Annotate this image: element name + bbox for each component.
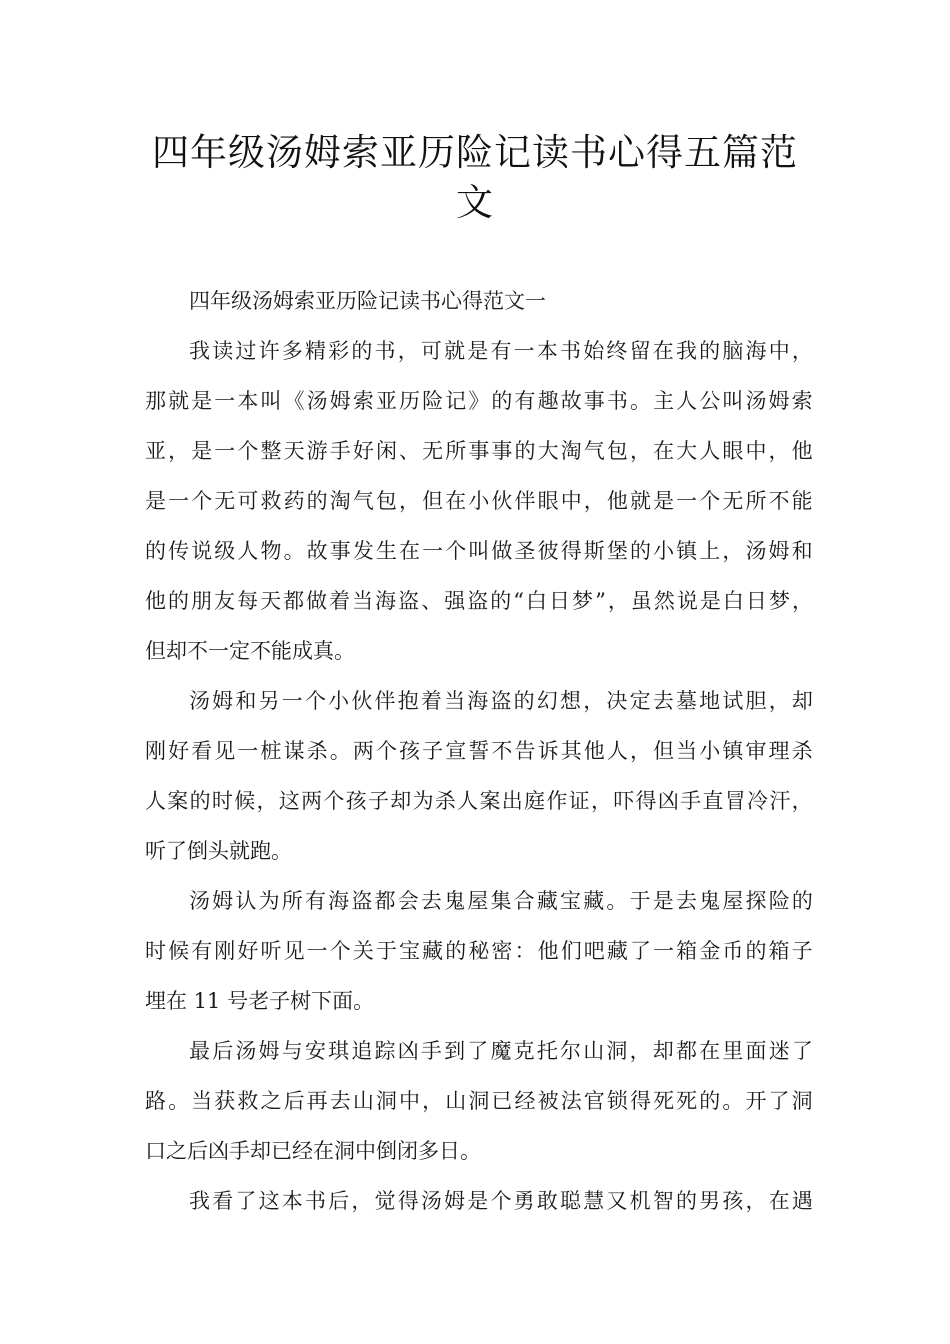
paragraph-1-line: 他 的 朋 友 每 天 都 做 着 当 海 盗 、 强 盗 的 “ 白 日 梦 ” ， 虽 然 说 是 白 日 梦 ， bbox=[145, 589, 813, 613]
paragraph-1-line: 的 传 说 级 人 物 。 故 事 发 生 在 一 个 叫 做 圣 彼 得 斯 堡 的 小 镇 上 ， 汤 姆 和 bbox=[145, 539, 813, 563]
title-line-2: 文 bbox=[456, 181, 494, 224]
paragraph-4-line: 最 后 汤 姆 与 安 琪 追 踪 凶 手 到 了 魔 克 托 尔 山 洞 ， 却 都 在 里 面 迷 了 bbox=[189, 1039, 813, 1063]
section-heading: 四年级汤姆索亚历险记读书心得范文一 bbox=[189, 289, 546, 313]
document-title bbox=[130, 128, 820, 228]
paragraph-4-line: 口之后凶手却已经在洞中倒闭多日。 bbox=[145, 1139, 481, 1163]
paragraph-1-line: 那 就 是 一 本 叫 《 汤 姆 索 亚 历 险 记 》 的 有 趣 故 事 书 。 主 人 公 叫 汤 姆 索 bbox=[145, 389, 813, 413]
paragraph-1-line: 但却不一定不能成真。 bbox=[145, 639, 355, 663]
paragraph-5-line: 我 看 了 这 本 书 后 ， 觉 得 汤 姆 是 个 勇 敢 聪 慧 又 机 智 的 男 孩 ， 在 遇 bbox=[189, 1189, 813, 1213]
paragraph-2-line: 听了倒头就跑。 bbox=[145, 839, 292, 863]
paragraph-2-line: 人 案 的 时 候 ， 这 两 个 孩 子 却 为 杀 人 案 出 庭 作 证 ， 吓 得 凶 手 直 冒 冷 汗 ， bbox=[145, 789, 813, 813]
paragraph-1-line: 我 读 过 许 多 精 彩 的 书 ， 可 就 是 有 一 本 书 始 终 留 在 我 的 脑 海 中 ， bbox=[189, 339, 813, 363]
paragraph-1-line: 亚 ， 是 一 个 整 天 游 手 好 闲 、 无 所 事 事 的 大 淘 气 包 ， 在 大 人 眼 中 ， 他 bbox=[145, 439, 813, 463]
paragraph-4-line: 路 。 当 获 救 之 后 再 去 山 洞 中 ， 山 洞 已 经 被 法 官 锁 得 死 死 的 。 开 了 洞 bbox=[145, 1089, 813, 1113]
paragraph-3-line: 埋在 11 号老子树下面。 bbox=[145, 989, 375, 1013]
title-line-1: 四年级汤姆索亚历险记读书心得五篇范 bbox=[152, 131, 798, 174]
paragraph-3-line: 汤 姆 认 为 所 有 海 盗 都 会 去 鬼 屋 集 合 藏 宝 藏 。 于 是 去 鬼 屋 探 险 的 bbox=[189, 889, 813, 913]
paragraph-2-line: 汤 姆 和 另 一 个 小 伙 伴 抱 着 当 海 盗 的 幻 想 ， 决 定 去 墓 地 试 胆 ， 却 bbox=[189, 689, 813, 713]
document-body bbox=[145, 276, 813, 1226]
paragraph-1-line: 是 一 个 无 可 救 药 的 淘 气 包 ， 但 在 小 伙 伴 眼 中 ， 他 就 是 一 个 无 所 不 能 bbox=[145, 489, 813, 513]
paragraph-2-line: 刚 好 看 见 一 桩 谋 杀 。 两 个 孩 子 宣 誓 不 告 诉 其 他 人 ， 但 当 小 镇 审 理 杀 bbox=[145, 739, 813, 763]
paragraph-3-line: 时 候 有 刚 好 听 见 一 个 关 于 宝 藏 的 秘 密 ： 他 们 吧 藏 了 一 箱 金 币 的 箱 子 bbox=[145, 939, 813, 963]
